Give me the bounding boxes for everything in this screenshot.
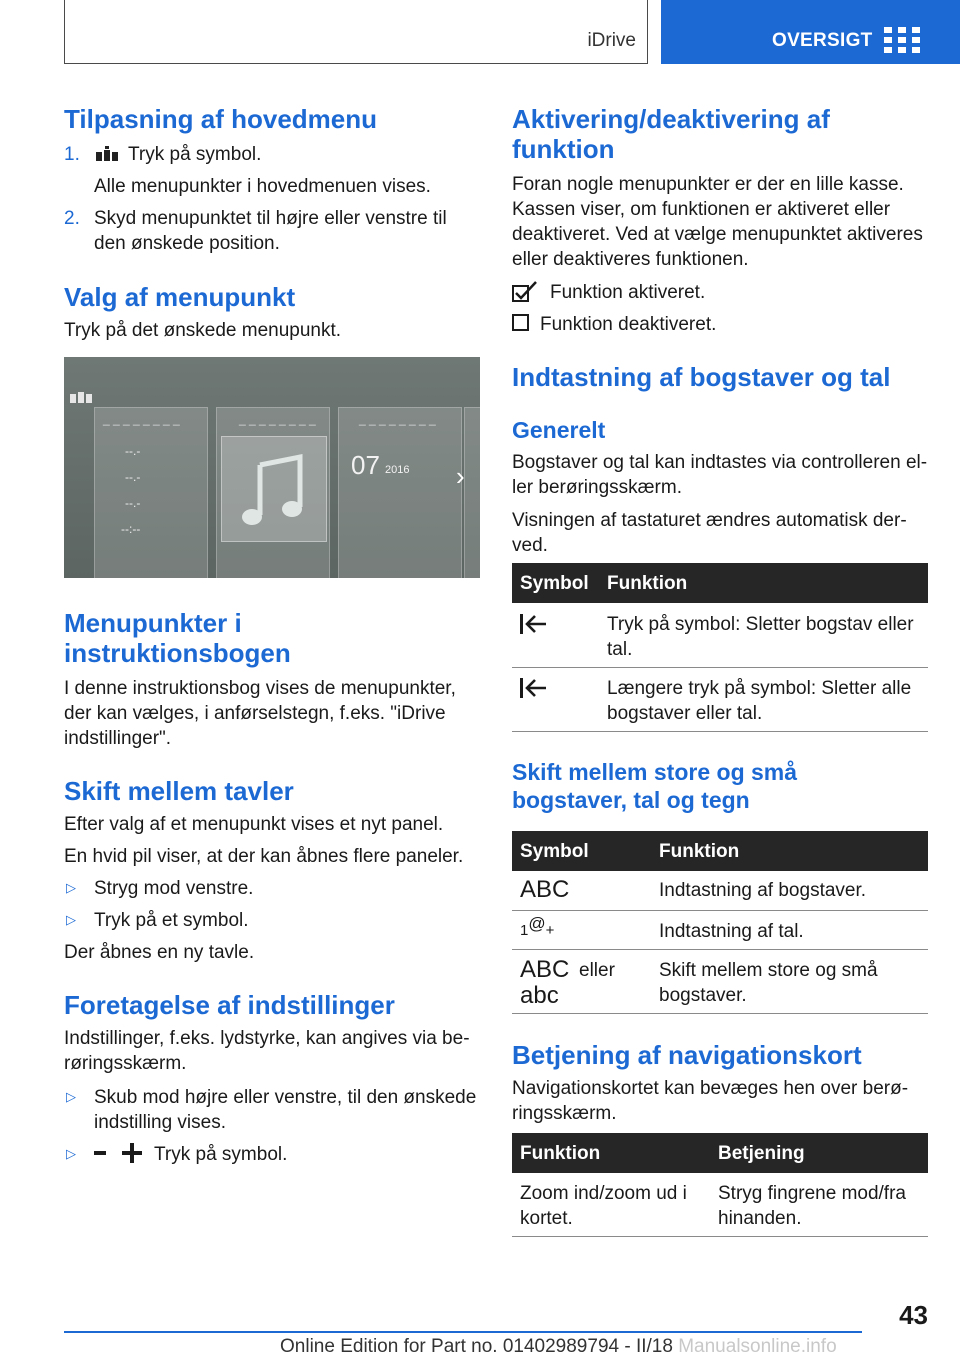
step-number: 1. — [64, 144, 80, 165]
foretagelse-line-1: Indstillinger, f.eks. lydstyrke, kan angives via be- — [64, 1028, 470, 1049]
aktivering-line-2: Kassen viser, om funktionen er aktiveret eller — [512, 199, 891, 220]
valg-text: Tryk på det ønskede menupunkt. — [64, 320, 342, 341]
step-1 — [64, 142, 80, 167]
bullet-triangle-icon: ▷ — [66, 1089, 76, 1104]
checkbox-empty-icon — [512, 314, 530, 332]
table2-row1: Indtastning af bogstaver. — [659, 880, 867, 901]
bullet-skub-2: indstilling vises. — [94, 1112, 226, 1133]
heading-generelt: Generelt — [512, 417, 606, 443]
bullet-triangle-icon: ▷ — [66, 880, 76, 895]
heading-aktivering-1: Aktivering/deaktivering af — [512, 104, 830, 134]
bullet-triangle-icon: ▷ — [66, 912, 76, 927]
footer-edition: Online Edition for Part no. 01402989794 - II/18 Manualsonline.info — [280, 1336, 837, 1357]
deaktiveret-text: Funktion deaktiveret. — [540, 314, 717, 335]
skift-line-3: Der åbnes en ny tavle. — [64, 942, 255, 963]
footer-rule — [64, 1331, 862, 1333]
aktivering-line-1: Foran nogle menupunkter er der en lille kasse. — [512, 174, 904, 195]
step-2-text: Skyd menupunktet til højre eller venstre til — [94, 208, 447, 229]
table1-row2-line1: Længere tryk på symbol: Sletter alle — [607, 678, 912, 699]
aktivering-line-3: deaktiveret. Ved at vælge menupunktet aktiveres — [512, 224, 923, 245]
table1-header — [512, 563, 928, 603]
menupunkter-line-1: I denne instruktionsbog vises de menupunkter, — [64, 678, 456, 699]
table1-header-symbol: Symbol — [520, 573, 589, 594]
foretagelse-line-2: røringsskærm. — [64, 1053, 187, 1074]
skift-line-2: En hvid pil viser, at der kan åbnes flere paneler. — [64, 846, 464, 867]
tile-media[interactable]: _ _ _ _ _ _ _ _ — [216, 407, 330, 578]
main-menu-icon — [96, 146, 118, 162]
table2-row3-line2: bogstaver. — [659, 985, 747, 1006]
aktivering-line-4: eller deaktiveres funktionen. — [512, 249, 749, 270]
aktiveret-text: Funktion aktiveret. — [550, 282, 706, 303]
table1-header-funktion: Funktion — [607, 573, 688, 594]
heading-valg: Valg af menupunkt — [64, 282, 296, 312]
heading-menupunkter-2: instruktionsbogen — [64, 638, 291, 668]
backspace-icon — [520, 676, 548, 700]
table2-header-symbol: Symbol — [520, 841, 589, 862]
visning-line-1: Visningen af tastaturet ændres automatisk der- — [512, 510, 907, 531]
table3-row1-col1-line2: kortet. — [520, 1208, 573, 1229]
table1-row2-line2: bogstaver eller tal. — [607, 703, 763, 724]
table2-eller: eller — [579, 960, 615, 981]
bullet-tryk-symbol-2: Tryk på symbol. — [154, 1144, 288, 1165]
heading-skift-store-1: Skift mellem store og små — [512, 759, 798, 785]
betjening-line-2: ringsskærm. — [512, 1103, 617, 1124]
table2-divider — [512, 949, 928, 950]
table3-divider — [512, 1236, 928, 1237]
table3-header-betjening: Betjening — [718, 1143, 805, 1164]
tile-vehicle[interactable]: _ _ _ _ _ _ _ _ --.- --.- --.- --:-- — [94, 407, 208, 578]
table2-row3-line1: Skift mellem store og små — [659, 960, 878, 981]
heading-foretagelse: Foretagelse af indstillinger — [64, 990, 395, 1020]
table2-divider — [512, 910, 928, 911]
heading-indtastning: Indtastning af bogstaver og tal — [512, 362, 891, 392]
table3-header-funktion: Funktion — [520, 1143, 601, 1164]
bullet-tryk-symbol: Tryk på et symbol. — [94, 910, 249, 931]
step-2-text-cont: den ønskede position. — [94, 233, 280, 254]
step-1-text: Tryk på symbol. — [128, 144, 262, 165]
next-panel-arrow-icon[interactable]: › — [456, 461, 465, 491]
table1-row1-line2: tal. — [607, 639, 633, 660]
idrive-screen-image — [64, 357, 480, 578]
bullet-triangle-icon: ▷ — [66, 1146, 76, 1161]
table1-divider — [512, 667, 928, 668]
header-chapter-title[interactable]: OVERSIGT — [772, 30, 873, 51]
menu-icon — [70, 389, 92, 405]
menupunkter-line-2: der kan vælges, i anførselstegn, f.eks. "iDrive — [64, 703, 446, 724]
table3-row1-col1-line1: Zoom ind/zoom ud i — [520, 1183, 687, 1204]
skift-line-1: Efter valg af et menupunkt vises et nyt panel. — [64, 814, 444, 835]
table2-header-funktion: Funktion — [659, 841, 740, 862]
header-frame — [64, 0, 648, 64]
abc-uppercase-icon: ABC — [520, 956, 570, 983]
backspace-icon — [520, 612, 548, 636]
checkbox-checked-icon — [512, 280, 538, 302]
number-symbols-icon: 1@+ — [520, 914, 555, 939]
heading-menupunkter-1: Menupunkter i — [64, 608, 242, 638]
table3-header — [512, 1133, 928, 1173]
page-number: 43 — [899, 1300, 928, 1330]
menupunkter-line-3: indstillinger". — [64, 728, 172, 749]
step-2-number: 2. — [64, 208, 80, 229]
bullet-skub-1: Skub mod højre eller venstre, til den ønskede — [94, 1087, 477, 1108]
betjening-line-1: Navigationskortet kan bevæges hen over berø- — [512, 1078, 909, 1099]
table2-divider — [512, 1013, 928, 1014]
heading-skift-store-2: bogstaver, tal og tegn — [512, 787, 750, 813]
table1-divider — [512, 731, 928, 732]
abc-lowercase-icon: abc — [520, 982, 559, 1009]
generelt-line-1: Bogstaver og tal kan indtastes via controlleren el- — [512, 452, 928, 473]
table3-row1-col2-line1: Stryg fingrene mod/fra — [718, 1183, 906, 1204]
visning-line-2: ved. — [512, 535, 548, 556]
step-1-sub: Alle menupunkter i hovedmenuen vises. — [94, 176, 431, 197]
watermark: Manualsonline.info — [678, 1336, 837, 1357]
abc-uppercase-icon: ABC — [520, 876, 570, 903]
heading-betjening: Betjening af navigationskort — [512, 1040, 862, 1070]
table2-header — [512, 831, 928, 871]
overview-grid-icon[interactable] — [884, 27, 920, 53]
heading-tilpasning: Tilpasning af hovedmenu — [64, 104, 378, 134]
table2-row2: Indtastning af tal. — [659, 921, 804, 942]
heading-skift: Skift mellem tavler — [64, 776, 294, 806]
table1-row1-line1: Tryk på symbol: Sletter bogstav eller — [607, 614, 914, 635]
bullet-stryg: Stryg mod venstre. — [94, 878, 254, 899]
music-note-icon — [221, 436, 327, 542]
heading-aktivering-2: funktion — [512, 134, 615, 164]
tile-next[interactable] — [464, 407, 480, 578]
header-section-title: iDrive — [587, 30, 636, 51]
minus-icon — [94, 1151, 106, 1155]
table3-row1-col2-line2: hinanden. — [718, 1208, 802, 1229]
tile-calendar[interactable]: _ _ _ _ _ _ _ _ 07 2016 — [338, 407, 462, 578]
generelt-line-2: ler berøringsskærm. — [512, 477, 682, 498]
plus-icon — [122, 1143, 142, 1163]
